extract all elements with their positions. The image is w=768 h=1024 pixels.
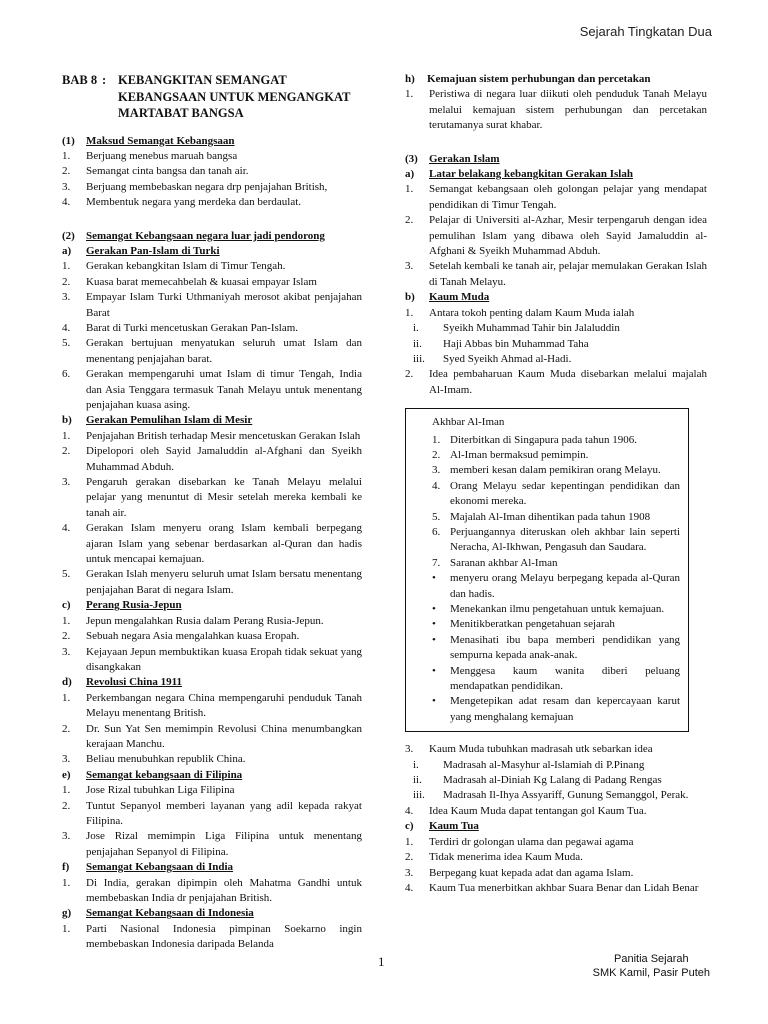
- subsection-letter: c): [62, 599, 71, 612]
- bullet-dot-icon: •: [432, 603, 436, 615]
- item-number: 2.: [62, 799, 71, 812]
- list: [405, 87, 707, 133]
- list-item: [62, 195, 362, 210]
- list-item: [405, 742, 707, 757]
- item-text: Kaum Tua menerbitkan akhbar Suara Benar dan Lidah Benar: [429, 881, 699, 894]
- list: [405, 835, 707, 897]
- roman-item: [405, 337, 707, 352]
- bullet-dot-icon: •: [432, 695, 436, 708]
- list-item: [432, 448, 680, 463]
- section-heading: [62, 229, 362, 244]
- item-text: Barat di Turki mencetuskan Gerakan Pan-Islam.: [86, 321, 299, 334]
- subsection-title: Perang Rusia-Jepun: [86, 599, 182, 612]
- item-text: Kaum Muda tubuhkan madrasah utk sebarkan idea: [429, 743, 653, 756]
- item-text: Di India, gerakan dipimpin oleh Mahatma Gandhi untuk membebaskan India dr penjajahan British.: [86, 876, 362, 904]
- list: [405, 182, 707, 290]
- list-item: [432, 433, 680, 448]
- bullet-text: Menasihati ibu bapa memberi pendidikan yang sempurna kepada anak-anak.: [450, 633, 680, 662]
- list-item: [62, 691, 362, 722]
- list-item: [405, 866, 707, 881]
- chapter-title: [118, 72, 350, 122]
- item-text: Parti Nasional Indonesia pimpinan Soekarno ingin membebaskan Indonesia daripada Belanda: [86, 922, 362, 951]
- item-number: 2.: [405, 851, 414, 864]
- subsection-letter: e): [62, 768, 71, 781]
- subsection-letter: d): [62, 676, 72, 689]
- item-text: Berjuang membebaskan negara drp penjajahan British,: [86, 180, 328, 193]
- footer: [593, 952, 710, 980]
- bullet-item: [432, 664, 680, 695]
- item-text: Idea pembaharuan Kaum Muda disebarkan melalui majalah Al-Imam.: [429, 368, 707, 396]
- subsection-letter: c): [405, 820, 414, 833]
- roman-item: [405, 352, 707, 367]
- subsection-heading: [405, 167, 707, 182]
- roman-text: Madrasah al-Diniah Kg Lalang di Padang Rengas: [443, 774, 662, 787]
- bullet-text: Menitikberatkan pengetahuan sejarah: [450, 618, 615, 631]
- subsection-heading: [62, 860, 362, 875]
- subsection-letter: a): [62, 244, 72, 257]
- box-list: [432, 433, 680, 572]
- bullet-text: Menggesa kaum wanita diberi peluang mendapatkan pendidikan.: [450, 664, 680, 693]
- subsection-heading: [62, 768, 362, 783]
- list: [62, 922, 362, 953]
- chapter-title-line: KEBANGSAAN UNTUK MENGANGKAT: [118, 89, 351, 104]
- item-text: Empayar Islam Turki Uthmaniyah merosot akibat penjajahan Barat: [86, 291, 362, 319]
- bullet-dot-icon: •: [432, 572, 436, 585]
- item-number: 2.: [62, 165, 71, 178]
- item-number: 1.: [405, 88, 414, 101]
- box-bullets: [432, 571, 680, 725]
- item-number: 1.: [62, 614, 71, 627]
- section-heading: [62, 134, 362, 149]
- list-item: [432, 556, 680, 571]
- item-number: 3.: [62, 753, 71, 766]
- item-number: 3.: [62, 645, 71, 658]
- item-number: 1.: [62, 784, 71, 797]
- item-text: Penjajahan British terhadap Mesir mencetuskan Gerakan Islah: [86, 429, 361, 442]
- item-text: Perjuangannya diteruskan oleh akhbar lain seperti Neracha, Al-Ikhwan, Pengasuh dan Saudara.: [450, 525, 680, 554]
- bullet-item: [432, 602, 680, 617]
- chapter-title-line: MARTABAT BANGSA: [118, 106, 244, 120]
- subsection-heading: [405, 819, 707, 834]
- item-text: Terdiri dr golongan ulama dan pegawai agama: [429, 835, 634, 848]
- item-text: Al-Iman bermaksud pemimpin.: [450, 448, 589, 461]
- item-text: Antara tokoh penting dalam Kaum Muda ialah: [429, 306, 635, 319]
- item-number: 5.: [432, 510, 441, 523]
- list-item: [405, 367, 707, 398]
- subsection-heading: [405, 72, 707, 87]
- item-number: 6.: [62, 368, 71, 381]
- item-text: Berjuang menebus maruah bangsa: [86, 149, 238, 162]
- bullet-item: [432, 694, 680, 725]
- item-number: 2.: [405, 368, 414, 381]
- item-text: Diterbitkan di Singapura pada tahun 1906.: [450, 433, 637, 446]
- akhbar-al-iman-box: [405, 408, 689, 732]
- bullet-item: [432, 617, 680, 632]
- item-text: Sebuah negara Asia mengalahkan kuasa Eropah.: [86, 630, 300, 643]
- section-number: (2): [62, 229, 75, 242]
- item-number: 1.: [62, 876, 71, 889]
- list-item: [62, 922, 362, 953]
- subsection-letter: f): [62, 861, 70, 874]
- item-text: Gerakan mempengaruhi umat Islam di timur Tengah, India dan Asia Tenggara termasuk Tanah Melayu untuk menentang penjajahan kuasa asing.: [86, 368, 362, 411]
- list-item: [62, 567, 362, 598]
- item-number: 4.: [62, 522, 71, 535]
- list-item: [405, 850, 707, 865]
- roman-numeral: iii.: [413, 789, 425, 802]
- item-text: Jose Rizal tubuhkan Liga Filipina: [86, 784, 235, 797]
- roman-list: [405, 758, 707, 804]
- item-number: 1.: [62, 260, 71, 273]
- list-item: [405, 804, 707, 819]
- item-number: 3.: [62, 830, 71, 843]
- item-number: 4.: [405, 881, 414, 894]
- item-text: Gerakan Islah menyeru seluruh umat Islam bersatu menentang penjajahan Barat di negara Islam.: [86, 568, 362, 596]
- roman-numeral: ii.: [413, 774, 422, 787]
- item-number: 1.: [62, 149, 71, 162]
- subsection-title: Gerakan Pemulihan Islam di Mesir: [86, 414, 253, 427]
- item-number: 3.: [62, 180, 71, 193]
- list-item: [432, 525, 680, 556]
- bullet-dot-icon: •: [432, 618, 436, 631]
- item-number: 4.: [432, 479, 441, 492]
- subsection-letter: b): [62, 414, 72, 427]
- list: [62, 691, 362, 768]
- right-column: [405, 72, 707, 896]
- bullet-text: menyeru orang Melayu berpegang kepada al-Quran dan hadis.: [450, 572, 680, 600]
- list-item: [62, 164, 362, 179]
- page-number: 1: [378, 954, 385, 969]
- list-item: [405, 835, 707, 850]
- item-text: Peristiwa di negara luar diikuti oleh penduduk Tanah Melayu melalui kemajuan sistem perhubungan dan percetakan terutamanya surat khabar.: [429, 88, 707, 132]
- section-heading: [405, 152, 707, 167]
- item-number: 2.: [432, 448, 441, 461]
- list: [62, 259, 362, 413]
- list: [62, 614, 362, 676]
- item-text: Orang Melayu sedar kepentingan pendidikan dan ekonomi mereka.: [450, 479, 680, 508]
- item-number: 4.: [62, 321, 71, 334]
- list-item: [62, 722, 362, 753]
- roman-item: [405, 788, 707, 803]
- list: [62, 783, 362, 860]
- roman-numeral: iii.: [413, 352, 425, 365]
- roman-list: [405, 321, 707, 367]
- subsection-title: Semangat Kebangsaan di India: [86, 861, 234, 874]
- item-text: Majalah Al-Iman dihentikan pada tahun 1908: [450, 510, 651, 523]
- roman-text: Madrasah Il-Ihya Assyariff, Gunung Semanggol, Perak.: [443, 789, 689, 802]
- item-number: 5.: [62, 568, 71, 581]
- item-text: Membentuk negara yang merdeka dan berdaulat.: [86, 196, 302, 209]
- subsection-letter: g): [62, 907, 72, 920]
- bullet-dot-icon: •: [432, 633, 436, 646]
- item-text: Gerakan kebangkitan Islam di Timur Tengah.: [86, 260, 286, 273]
- item-text: Pelajar di Universiti al-Azhar, Mesir terpengaruh dengan idea pemulihan Islam yang dibawa oleh Sayid Jamaluddin al-Afghani & Syeikh Muhammad Abduh.: [429, 214, 707, 258]
- bullet-item: [432, 633, 680, 664]
- list: [62, 876, 362, 907]
- list-item: [432, 479, 680, 510]
- item-number: 1.: [432, 433, 441, 446]
- list-item: [62, 275, 362, 290]
- list-item: [62, 429, 362, 444]
- chapter-heading: [62, 72, 362, 122]
- item-number: 4.: [405, 804, 414, 817]
- roman-text: Haji Abbas bin Muhammad Taha: [443, 337, 589, 350]
- item-number: 1.: [405, 183, 414, 196]
- list-item: [62, 876, 362, 907]
- list-item: [62, 752, 362, 767]
- subsection-title: Gerakan Pan-Islam di Turki: [86, 244, 220, 257]
- list-item: [62, 645, 362, 676]
- item-number: 3.: [405, 743, 414, 756]
- list-item: [405, 87, 707, 133]
- roman-numeral: ii.: [413, 337, 422, 350]
- list-item: [62, 367, 362, 413]
- item-number: 1.: [62, 429, 71, 442]
- item-number: 1.: [405, 306, 414, 319]
- roman-text: Syeikh Muhammad Tahir bin Jalaluddin: [443, 322, 620, 335]
- running-header: Sejarah Tingkatan Dua: [579, 24, 712, 39]
- roman-numeral: i.: [413, 758, 419, 771]
- list-item: [405, 306, 707, 321]
- subsection-title: Latar belakang kebangkitan Gerakan Islah: [429, 168, 633, 181]
- item-number: 1.: [405, 835, 414, 848]
- subsection-heading: [62, 906, 362, 921]
- footer-line: Panitia Sejarah: [614, 953, 689, 965]
- item-text: Jepun mengalahkan Rusia dalam Perang Rusia-Jepun.: [86, 614, 324, 627]
- section-number: (3): [405, 152, 418, 165]
- item-text: Pengaruh gerakan disebarkan ke Tanah Melayu melalui pelajar yang menuntut di Mesir setelah mereka kembali ke tanah air.: [86, 476, 362, 519]
- roman-item: [405, 773, 707, 788]
- subsection-letter: h): [405, 73, 415, 85]
- list-item: [62, 614, 362, 629]
- item-text: Gerakan Islam menyeru orang Islam kembali berpegang ajaran Islam yang sebenar berdasarkan al-Quran dan hadis untuk mencapai kemajuan.: [86, 522, 362, 566]
- list-item: [62, 290, 362, 321]
- subsection-heading: [62, 598, 362, 613]
- roman-item: [405, 758, 707, 773]
- roman-text: Madrasah al-Masyhur al-Islamiah di P.Pinang: [443, 758, 645, 771]
- item-text: Berpegang kuat kepada adat dan agama Islam.: [429, 866, 634, 879]
- item-number: 7.: [432, 556, 441, 569]
- bullet-text: Menekankan ilmu pengetahuan untuk kemajuan.: [450, 603, 665, 615]
- list-item: [62, 783, 362, 798]
- list-item: [62, 475, 362, 521]
- roman-numeral: i.: [413, 322, 419, 335]
- item-number: 2.: [62, 275, 71, 288]
- chapter-number: BAB 8: [62, 73, 98, 87]
- box-title: Akhbar Al-Iman: [432, 416, 505, 429]
- item-number: 4.: [62, 196, 71, 209]
- section-number: (1): [62, 134, 75, 147]
- item-text: Beliau menubuhkan republik China.: [86, 753, 246, 766]
- item-text: Dipelopori oleh Sayid Jamaluddin al-Afghani dan Syeikh Muhammad Abduh.: [86, 445, 362, 473]
- list-item: [405, 213, 707, 259]
- list-item: [405, 881, 707, 896]
- list-item: [62, 629, 362, 644]
- list-item: [62, 444, 362, 475]
- item-number: 3.: [405, 260, 414, 273]
- subsection-letter: a): [405, 168, 415, 181]
- item-number: 2.: [62, 630, 71, 643]
- item-text: Jose Rizal memimpin Liga Filipina untuk menentang penjajahan Sepanyol di Filipina.: [86, 830, 362, 858]
- chapter-title-line: KEBANGKITAN SEMANGAT: [118, 73, 287, 87]
- item-number: 1.: [62, 691, 71, 704]
- subsection-title: Kemajuan sistem perhubungan dan percetakan: [427, 73, 651, 85]
- list-item: [405, 182, 707, 213]
- bullet-dot-icon: •: [432, 664, 436, 677]
- item-number: 3.: [62, 476, 71, 489]
- left-column: [62, 72, 362, 953]
- item-number: 3.: [62, 291, 71, 304]
- item-text: Kejayaan Jepun membuktikan kuasa Eropah tidak sekuat yang disangkakan: [86, 645, 362, 673]
- item-text: Tuntut Sepanyol memberi layanan yang adil kepada rakyat Filipina.: [86, 799, 362, 827]
- list-item: [62, 521, 362, 567]
- item-number: 6.: [432, 525, 441, 538]
- item-text: Semangat cinta bangsa dan tanah air.: [86, 165, 249, 178]
- chapter-colon: :: [102, 73, 107, 87]
- subsection-heading: [62, 675, 362, 690]
- subsection-heading: [62, 413, 362, 428]
- item-number: 2.: [62, 445, 71, 458]
- subsection-title: Semangat kebangsaan di Filipina: [86, 768, 243, 781]
- item-text: Semangat kebangsaan oleh golongan pelajar yang mendapat pendidikan di Timur Tengah.: [429, 183, 707, 211]
- item-text: Setelah kembali ke tanah air, pelajar memulakan Gerakan Islah di Tanah Melayu.: [429, 260, 707, 288]
- item-number: 5.: [62, 337, 71, 350]
- item-text: Saranan akhbar Al-Iman: [450, 556, 558, 569]
- item-number: 1.: [62, 922, 71, 935]
- footer-line: SMK Kamil, Pasir Puteh: [592, 967, 710, 979]
- section-title: Semangat Kebangsaan negara luar jadi pendorong: [86, 229, 325, 242]
- subsection-heading: [62, 244, 362, 259]
- list: [62, 429, 362, 598]
- item-number: 2.: [405, 214, 414, 227]
- item-text: Idea Kaum Muda dapat tentangan gol Kaum Tua.: [429, 804, 647, 817]
- subsection-heading: [405, 290, 707, 305]
- list-item: [62, 799, 362, 830]
- item-text: Kuasa barat memecahbelah & kuasai empayar Islam: [86, 275, 317, 288]
- list-item: [405, 259, 707, 290]
- item-text: Gerakan bertujuan menyatukan seluruh umat Islam dan menentang penjajahan barat.: [86, 337, 362, 365]
- subsection-title: Revolusi China 1911: [86, 676, 182, 689]
- item-text: Tidak menerima idea Kaum Muda.: [429, 851, 583, 864]
- bullet-item: [432, 571, 680, 602]
- item-text: Perkembangan negara China mempengaruhi penduduk Tanah Melayu menentang British.: [86, 691, 362, 720]
- item-text: memberi kesan dalam pemikiran orang Melayu.: [450, 464, 661, 477]
- list-item: [432, 463, 680, 478]
- bullet-text: Mengetepikan adat resam dan kepercayaan karut yang menghalang kemajuan: [450, 695, 680, 723]
- subsection-title: Kaum Muda: [429, 291, 490, 304]
- list-item: [432, 510, 680, 525]
- subsection-title: Semangat Kebangsaan di Indonesia: [86, 907, 254, 920]
- list-item: [62, 149, 362, 164]
- item-text: Dr. Sun Yat Sen memimpin Revolusi China menumbangkan kerajaan Manchu.: [86, 722, 362, 750]
- item-number: 3.: [432, 464, 441, 477]
- subsection-title: Kaum Tua: [429, 820, 479, 833]
- list: [62, 149, 362, 211]
- section-title: Maksud Semangat Kebangsaan: [86, 134, 235, 147]
- list-item: [62, 336, 362, 367]
- list-item: [62, 829, 362, 860]
- list-item: [62, 180, 362, 195]
- list-item: [62, 259, 362, 274]
- list-item: [62, 321, 362, 336]
- subsection-letter: b): [405, 291, 415, 304]
- roman-item: [405, 321, 707, 336]
- item-number: 3.: [405, 866, 414, 879]
- section-title: Gerakan Islam: [429, 152, 500, 165]
- roman-text: Syed Syeikh Ahmad al-Hadi.: [443, 352, 572, 365]
- item-number: 2.: [62, 722, 71, 735]
